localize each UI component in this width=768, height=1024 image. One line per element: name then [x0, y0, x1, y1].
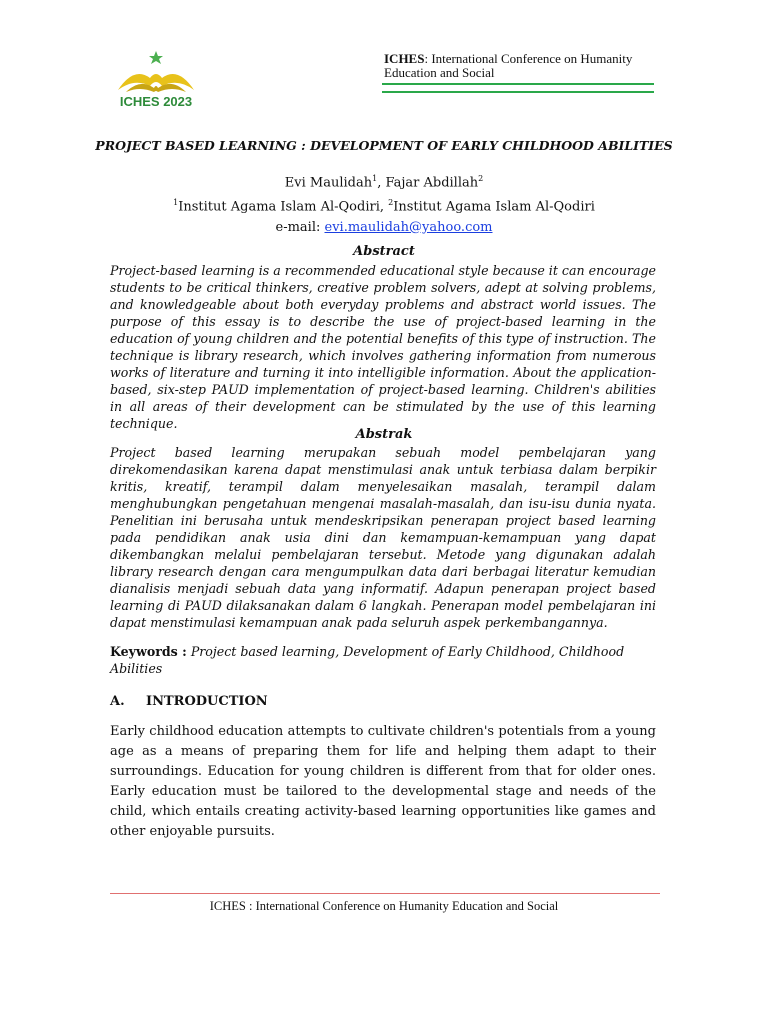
affiliation-line: $^1$Institut Agama Islam Al-Qodiri, $^2$Institut Agama Islam Al-Qodiri — [173, 198, 595, 215]
introduction-heading — [110, 694, 268, 709]
abstract-heading: Abstract — [353, 244, 415, 259]
conference-logo — [104, 48, 208, 122]
affiliation-name: Institut Agama Islam Al-Qodiri — [393, 199, 595, 215]
header-divider-top — [382, 83, 654, 85]
abstract-body: Project-based learning is a recommended educational style because it can encourage students to be critical thinkers, creative problem solvers, adept at solving problems, and knowledgeable about both everyday problems and abstract world issues. The purpose of this essay is to describe the use of project-based learning in the education of young children and the potential benefits of this type of instruction. The technique is library research, which involves gathering information from numerous works of literature and turning it into intelligible information. About the application-based, six-step PAUD implementation of project-based learning. Children's abilities in all areas of their development can be stimulated by the use of this learning technique. — [110, 263, 656, 431]
affiliation-name: Institut Agama Islam Al-Qodiri — [178, 199, 380, 215]
conference-header — [384, 52, 656, 80]
email-link[interactable]: evi.maulidah@yahoo.com — [324, 219, 493, 235]
authors-block — [0, 169, 768, 238]
introduction-body: Early childhood education attempts to cultivate children's potentials from a young age as a means of preparing them for life and helping them adapt to their surroundings. Education for young children is different from that for older ones. Early education must be tailored to the developmental stage and needs of the child, which entails creating activity-based learning opportunities like games and other enjoyable pursuits. — [110, 724, 656, 839]
paper-title: PROJECT BASED LEARNING : DEVELOPMENT OF EARLY CHILDHOOD ABILITIES — [95, 138, 673, 153]
header-divider-bottom — [382, 91, 654, 93]
author-line: Evi Maulidah$^1$, Fajar Abdillah$^2$ — [284, 174, 484, 191]
abstrak-heading: Abstrak — [355, 427, 413, 442]
conference-name: : International Conference on Humanity Education and Social — [384, 51, 633, 80]
logo-mark-icon — [104, 48, 208, 122]
logo-text: ICHES 2023 — [119, 94, 193, 109]
email-line: e-mail: evi.maulidah@yahoo.com — [275, 219, 493, 235]
keywords — [110, 643, 656, 677]
keywords-label: Keywords : — [110, 644, 187, 659]
footer-divider — [110, 893, 660, 894]
conference-acronym: ICHES — [384, 51, 425, 66]
section-number: A. — [110, 694, 125, 709]
author-name: Evi Maulidah — [284, 175, 373, 191]
author-name: Fajar Abdillah — [385, 175, 479, 191]
abstrak-body: Project based learning merupakan sebuah model pembelajaran yang direkomendasikan karena dapat menstimulasi anak untuk terbiasa dalam berpikir kritis, kreatif, terampil dalam menyelesaikan masalah, terampil dalam menghubungkan pengetahuan mengenai masalah-masalah, dan isu-isu dunia nyata. Penelitian ini berusaha untuk mendeskripsikan penerapan project based learning pada pendidikan anak usia dini dan kemampuan-kemampuan yang dapat dikembangkan melalui pembelajaran tersebut. Metode yang digunakan adalah library research dengan cara mengumpulkan data dari berbagai literatur kemudian dianalisis menjadi sebuah data yang informatif. Adapun penerapan project based learning di PAUD dilaksanakan dalam 6 langkah. Penerapan model pembelajaran ini dapat menstimulasi kemampuan anak pada seluruh aspek perkembangannya. — [110, 445, 656, 630]
section-title: INTRODUCTION — [146, 694, 268, 709]
keywords-text: Project based learning, Development of Early Childhood, Childhood Abilities — [110, 644, 625, 676]
footer-text: ICHES : International Conference on Humanity Education and Social — [209, 899, 559, 913]
